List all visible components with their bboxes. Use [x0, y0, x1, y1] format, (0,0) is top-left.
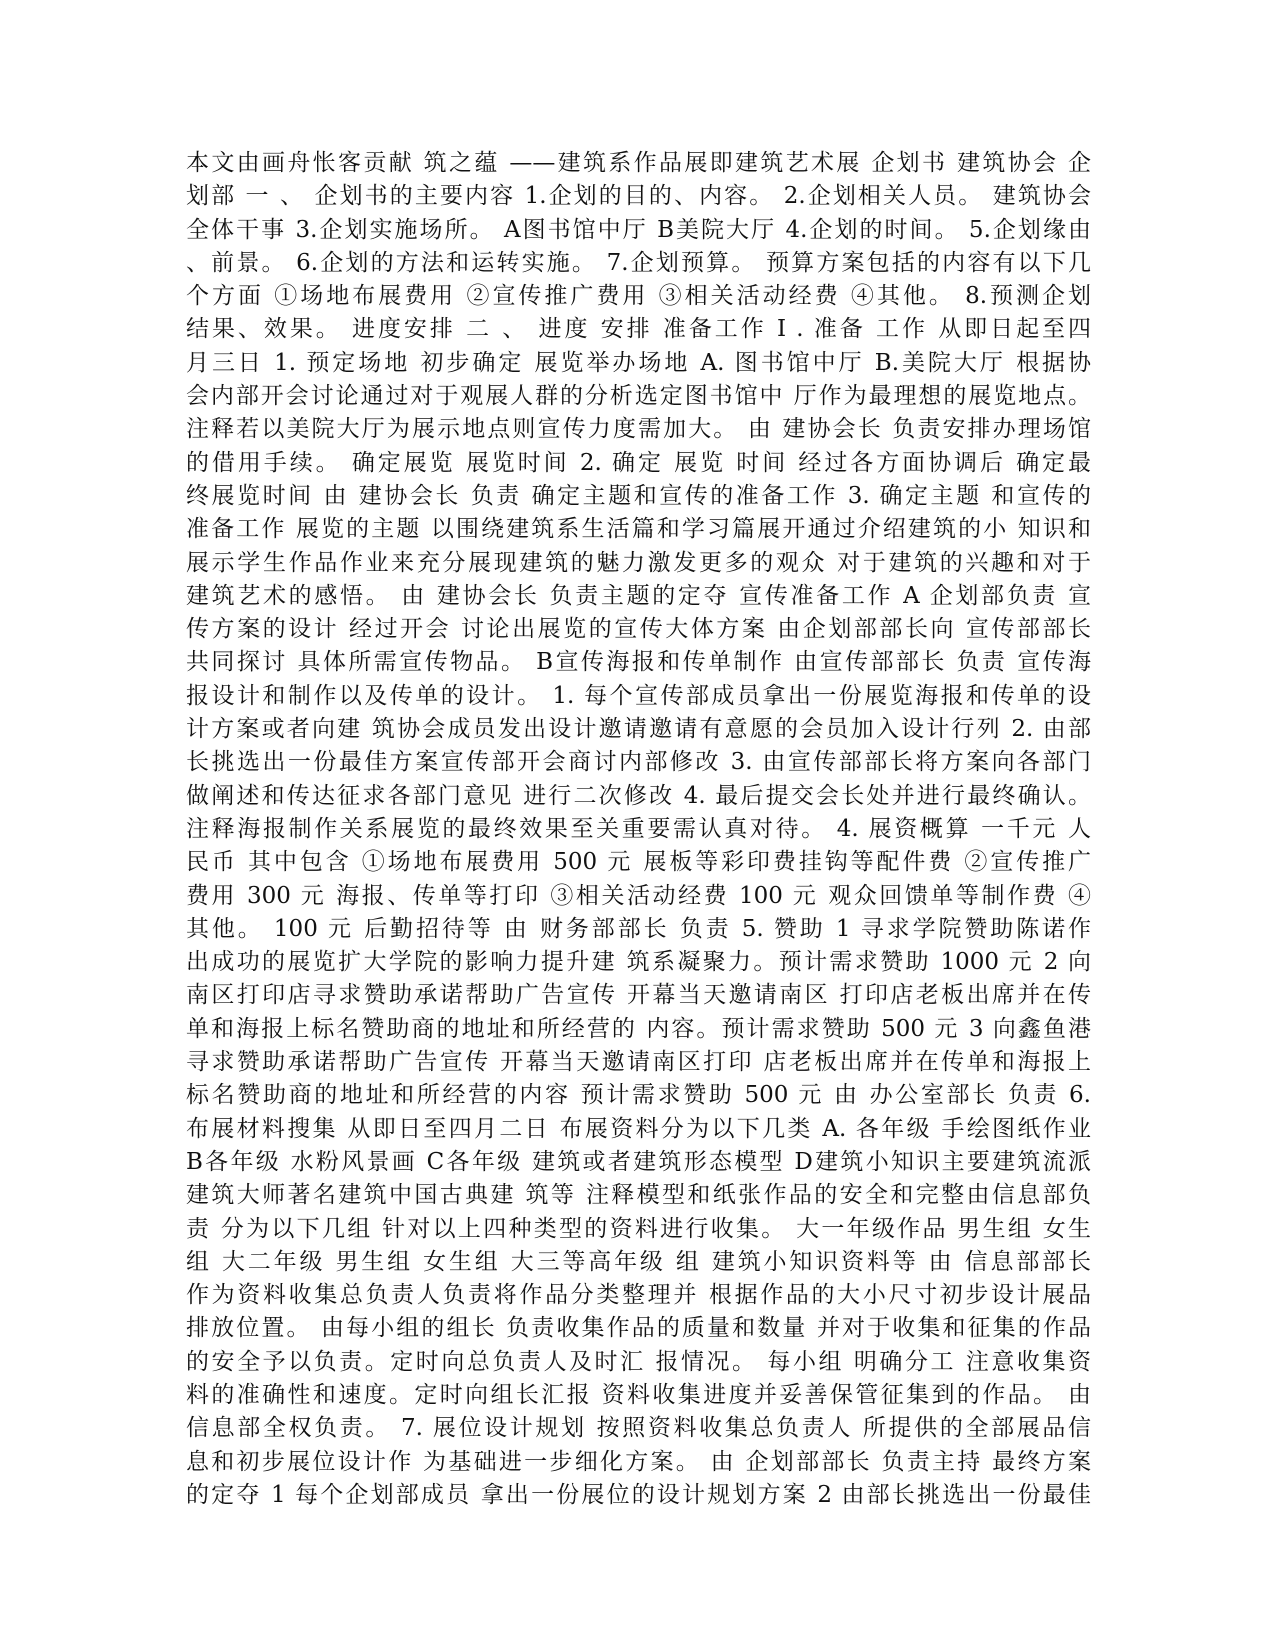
- text-line: 责 分为以下几组 针对以上四种类型的资料进行收集。 大一年级作品 男生组 女生: [186, 1215, 1091, 1242]
- text-line: 划部 一 、 企划书的主要内容 1.企划的目的、内容。 2.企划相关人员。 建筑协会: [186, 183, 1091, 210]
- text-line: 标名赞助商的地址和所经营的内容 预计需求赞助 500 元 由 办公室部长 负责 6.: [186, 1082, 1091, 1109]
- text-line: 其他。 100 元 后勤招待等 由 财务部部长 负责 5. 赞助 1 寻求学院赞助陈诺作: [186, 915, 1091, 942]
- text-line: 长挑选出一份最佳方案宣传部开会商讨内部修改 3. 由宣传部部长将方案向各部门: [186, 749, 1091, 776]
- text-line: 寻求赞助承诺帮助广告宣传 开幕当天邀请南区打印 店老板出席并在传单和海报上: [186, 1049, 1091, 1076]
- text-line: 息和初步展位设计作 为基础进一步细化方案。 由 企划部部长 负责主持 最终方案: [186, 1448, 1091, 1475]
- text-line: 本文由画舟怅客贡献 筑之蕴 ——建筑系作品展即建筑艺术展 企划书 建筑协会 企: [186, 150, 1091, 176]
- text-line: 单和海报上标名赞助商的地址和所经营的 内容。预计需求赞助 500 元 3 向鑫鱼港: [186, 1015, 1091, 1042]
- text-line: 的安全予以负责。定时向总负责人及时汇 报情况。 每小组 明确分工 注意收集资: [186, 1348, 1091, 1375]
- text-line: 注释若以美院大厅为展示地点则宣传力度需加大。 由 建协会长 负责安排办理场馆: [186, 416, 1091, 443]
- text-line: 的借用手续。 确定展览 展览时间 2. 确定 展览 时间 经过各方面协调后 确定最: [186, 449, 1091, 476]
- text-line: 报设计和制作以及传单的设计。 1. 每个宣传部成员拿出一份展览海报和传单的设: [186, 682, 1091, 709]
- document-body: [186, 147, 1091, 1512]
- text-line: 注释海报制作关系展览的最终效果至关重要需认真对待。 4. 展资概算 一千元 人: [186, 815, 1091, 842]
- text-line: 南区打印店寻求赞助承诺帮助广告宣传 开幕当天邀请南区 打印店老板出席并在传: [186, 982, 1091, 1009]
- text-line: 共同探讨 具体所需宣传物品。 B宣传海报和传单制作 由宣传部部长 负责 宣传海: [186, 649, 1091, 676]
- text-line: 作为资料收集总负责人负责将作品分类整理并 根据作品的大小尺寸初步设计展品: [186, 1282, 1091, 1309]
- text-line: 会内部开会讨论通过对于观展人群的分析选定图书馆中 厅作为最理想的展览地点。: [186, 383, 1091, 410]
- text-line: 、前景。 6.企划的方法和运转实施。 7.企划预算。 预算方案包括的内容有以下几: [186, 249, 1091, 276]
- text-line: 终展览时间 由 建协会长 负责 确定主题和宣传的准备工作 3. 确定主题 和宣传的: [186, 482, 1091, 509]
- text-line: 排放位置。 由每小组的组长 负责收集作品的质量和数量 并对于收集和征集的作品: [186, 1315, 1091, 1342]
- text-line: 做阐述和传达征求各部门意见 进行二次修改 4. 最后提交会长处并进行最终确认。: [186, 782, 1091, 809]
- text-line: 全体干事 3.企划实施场所。 A图书馆中厅 B美院大厅 4.企划的时间。 5.企划缘由: [186, 216, 1091, 243]
- text-line: 个方面 ①场地布展费用 ②宣传推广费用 ③相关活动经费 ④其他。 8.预测企划: [186, 283, 1091, 310]
- text-line: 准备工作 展览的主题 以围绕建筑系生活篇和学习篇展开通过介绍建筑的小 知识和: [186, 516, 1091, 543]
- text-line: 民币 其中包含 ①场地布展费用 500 元 展板等彩印费挂钩等配件费 ②宣传推广: [186, 849, 1091, 876]
- text-line: 料的准确性和速度。定时向组长汇报 资料收集进度并妥善保管征集到的作品。 由: [186, 1381, 1091, 1408]
- text-line: 的定夺 1 每个企划部成员 拿出一份展位的设计规划方案 2 由部长挑选出一份最佳: [186, 1481, 1091, 1508]
- text-line: B各年级 水粉风景画 C各年级 建筑或者建筑形态模型 D建筑小知识主要建筑流派: [186, 1148, 1091, 1175]
- text-line: 计方案或者向建 筑协会成员发出设计邀请邀请有意愿的会员加入设计行列 2. 由部: [186, 716, 1091, 743]
- text-line: 建筑大师著名建筑中国古典建 筑等 注释模型和纸张作品的安全和完整由信息部负: [186, 1182, 1091, 1209]
- text-line: 信息部全权负责。 7. 展位设计规划 按照资料收集总负责人 所提供的全部展品信: [186, 1415, 1091, 1442]
- text-line: 费用 300 元 海报、传单等打印 ③相关活动经费 100 元 观众回馈单等制作费 ④: [186, 882, 1091, 909]
- text-line: 组 大二年级 男生组 女生组 大三等高年级 组 建筑小知识资料等 由 信息部部长: [186, 1248, 1091, 1275]
- text-line: 建筑艺术的感悟。 由 建协会长 负责主题的定夺 宣传准备工作 A 企划部负责 宣: [186, 582, 1091, 609]
- text-line: 月三日 1. 预定场地 初步确定 展览举办场地 A. 图书馆中厅 B.美院大厅 根据协: [186, 349, 1091, 376]
- text-line: 传方案的设计 经过开会 讨论出展览的宣传大体方案 由企划部部长向 宣传部部长: [186, 616, 1091, 643]
- text-line: 出成功的展览扩大学院的影响力提升建 筑系凝聚力。预计需求赞助 1000 元 2 向: [186, 949, 1091, 976]
- text-line: 展示学生作品作业来充分展现建筑的魅力激发更多的观众 对于建筑的兴趣和对于: [186, 549, 1091, 576]
- text-line: 结果、效果。 进度安排 二 、 进度 安排 准备工作 I . 准备 工作 从即日起至四: [186, 316, 1091, 343]
- text-line: 布展材料搜集 从即日至四月二日 布展资料分为以下几类 A. 各年级 手绘图纸作业: [186, 1115, 1091, 1142]
